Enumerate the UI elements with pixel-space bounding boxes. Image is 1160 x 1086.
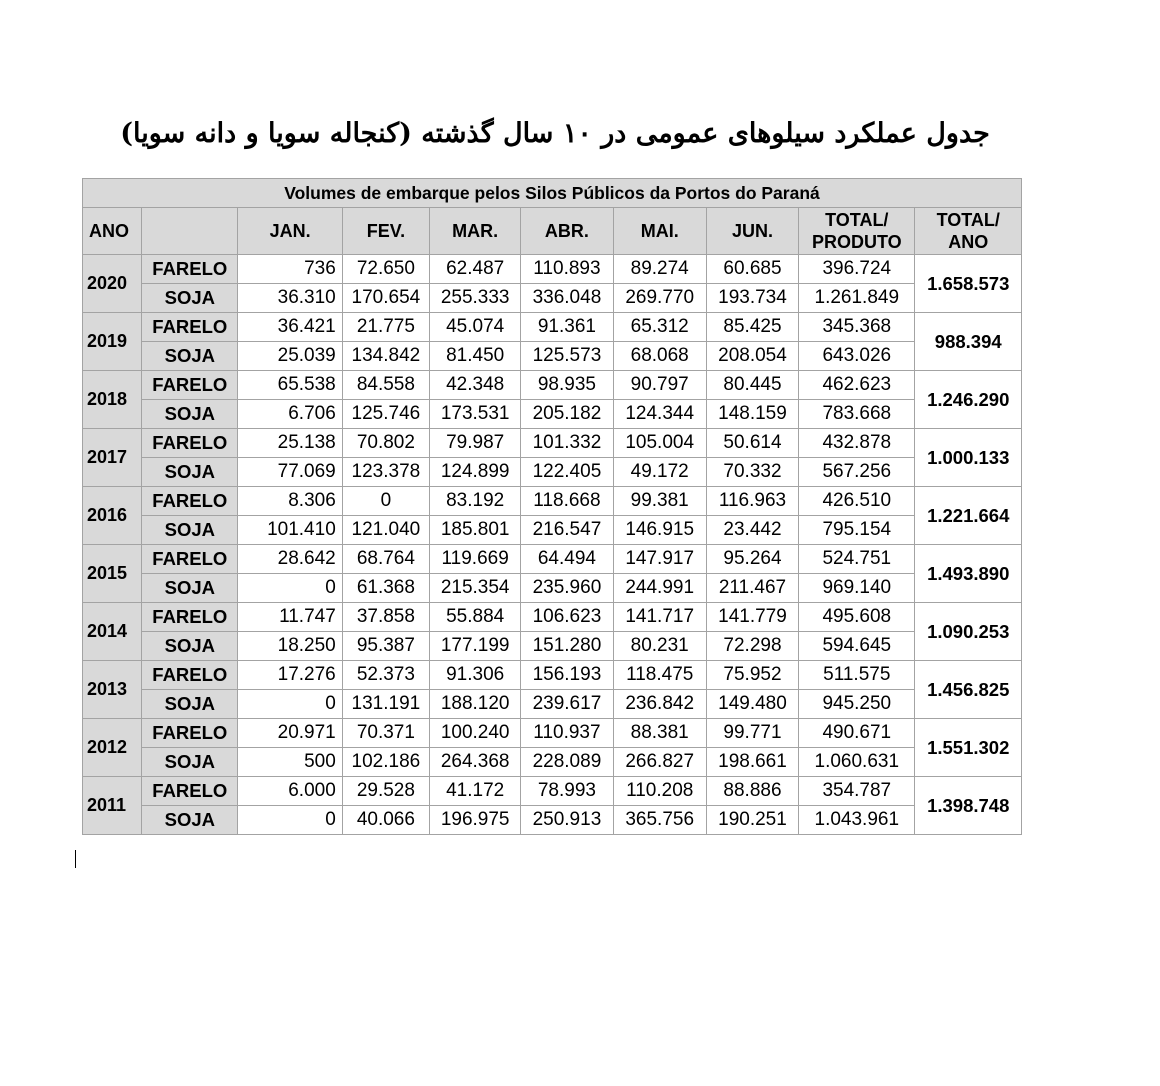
table-caption: Volumes de embarque pelos Silos Públicos da Portos do Paraná <box>83 179 1022 208</box>
year-cell: 2015 <box>83 545 142 603</box>
total-ano-cell: 1.246.290 <box>915 371 1022 429</box>
product-cell: SOJA <box>142 516 238 545</box>
month-value-cell: 236.842 <box>613 690 706 719</box>
month-value-cell: 266.827 <box>613 748 706 777</box>
table-row <box>83 777 1022 806</box>
year-cell: 2014 <box>83 603 142 661</box>
month-value-cell: 60.685 <box>706 255 798 284</box>
header-row <box>83 208 1022 255</box>
product-cell: SOJA <box>142 690 238 719</box>
month-value-cell: 101.410 <box>238 516 342 545</box>
month-value-cell: 64.494 <box>521 545 613 574</box>
month-value-cell: 188.120 <box>430 690 521 719</box>
table-row <box>83 487 1022 516</box>
month-value-cell: 239.617 <box>521 690 613 719</box>
total-produto-cell: 490.671 <box>799 719 915 748</box>
month-value-cell: 141.717 <box>613 603 706 632</box>
table-row <box>83 603 1022 632</box>
month-value-cell: 173.531 <box>430 400 521 429</box>
header-total-produto-line1: TOTAL/ <box>825 210 889 230</box>
month-value-cell: 156.193 <box>521 661 613 690</box>
product-cell: FARELO <box>142 371 238 400</box>
total-produto-cell: 396.724 <box>799 255 915 284</box>
month-value-cell: 105.004 <box>613 429 706 458</box>
month-value-cell: 99.381 <box>613 487 706 516</box>
product-cell: FARELO <box>142 313 238 342</box>
month-value-cell: 244.991 <box>613 574 706 603</box>
total-produto-cell: 643.026 <box>799 342 915 371</box>
month-value-cell: 124.899 <box>430 458 521 487</box>
month-value-cell: 6.706 <box>238 400 342 429</box>
table-row <box>83 516 1022 545</box>
total-produto-cell: 495.608 <box>799 603 915 632</box>
month-value-cell: 216.547 <box>521 516 613 545</box>
month-value-cell: 50.614 <box>706 429 798 458</box>
total-produto-cell: 432.878 <box>799 429 915 458</box>
year-cell: 2012 <box>83 719 142 777</box>
table-body <box>83 255 1022 835</box>
month-value-cell: 118.668 <box>521 487 613 516</box>
month-value-cell: 125.573 <box>521 342 613 371</box>
month-value-cell: 91.306 <box>430 661 521 690</box>
total-ano-cell: 1.221.664 <box>915 487 1022 545</box>
year-cell: 2017 <box>83 429 142 487</box>
month-value-cell: 80.231 <box>613 632 706 661</box>
product-cell: FARELO <box>142 429 238 458</box>
month-value-cell: 81.450 <box>430 342 521 371</box>
month-value-cell: 124.344 <box>613 400 706 429</box>
month-value-cell: 78.993 <box>521 777 613 806</box>
total-ano-cell: 1.000.133 <box>915 429 1022 487</box>
month-value-cell: 119.669 <box>430 545 521 574</box>
month-value-cell: 193.734 <box>706 284 798 313</box>
table-row <box>83 806 1022 835</box>
product-cell: SOJA <box>142 400 238 429</box>
product-cell: FARELO <box>142 487 238 516</box>
table-row <box>83 719 1022 748</box>
year-cell: 2013 <box>83 661 142 719</box>
header-jun: JUN. <box>706 208 798 255</box>
month-value-cell: 84.558 <box>342 371 429 400</box>
header-abr: ABR. <box>521 208 613 255</box>
month-value-cell: 215.354 <box>430 574 521 603</box>
year-cell: 2020 <box>83 255 142 313</box>
month-value-cell: 170.654 <box>342 284 429 313</box>
month-value-cell: 49.172 <box>613 458 706 487</box>
month-value-cell: 85.425 <box>706 313 798 342</box>
month-value-cell: 45.074 <box>430 313 521 342</box>
total-produto-cell: 511.575 <box>799 661 915 690</box>
month-value-cell: 8.306 <box>238 487 342 516</box>
header-total-produto <box>799 208 915 255</box>
month-value-cell: 177.199 <box>430 632 521 661</box>
month-value-cell: 205.182 <box>521 400 613 429</box>
header-total-ano-line1: TOTAL/ <box>936 210 1000 230</box>
month-value-cell: 185.801 <box>430 516 521 545</box>
month-value-cell: 118.475 <box>613 661 706 690</box>
table-row <box>83 661 1022 690</box>
month-value-cell: 116.963 <box>706 487 798 516</box>
month-value-cell: 95.387 <box>342 632 429 661</box>
month-value-cell: 65.312 <box>613 313 706 342</box>
month-value-cell: 0 <box>238 690 342 719</box>
total-produto-cell: 783.668 <box>799 400 915 429</box>
product-cell: FARELO <box>142 603 238 632</box>
total-ano-cell: 1.090.253 <box>915 603 1022 661</box>
month-value-cell: 6.000 <box>238 777 342 806</box>
total-produto-cell: 462.623 <box>799 371 915 400</box>
total-ano-cell: 1.398.748 <box>915 777 1022 835</box>
month-value-cell: 77.069 <box>238 458 342 487</box>
header-ano: ANO <box>83 208 142 255</box>
total-produto-cell: 524.751 <box>799 545 915 574</box>
product-cell: SOJA <box>142 458 238 487</box>
month-value-cell: 141.779 <box>706 603 798 632</box>
month-value-cell: 36.421 <box>238 313 342 342</box>
month-value-cell: 40.066 <box>342 806 429 835</box>
month-value-cell: 20.971 <box>238 719 342 748</box>
month-value-cell: 123.378 <box>342 458 429 487</box>
month-value-cell: 28.642 <box>238 545 342 574</box>
month-value-cell: 125.746 <box>342 400 429 429</box>
product-cell: FARELO <box>142 545 238 574</box>
header-total-produto-line2: PRODUTO <box>811 232 902 252</box>
total-ano-cell: 1.493.890 <box>915 545 1022 603</box>
month-value-cell: 198.661 <box>706 748 798 777</box>
month-value-cell: 121.040 <box>342 516 429 545</box>
total-produto-cell: 567.256 <box>799 458 915 487</box>
table-row <box>83 371 1022 400</box>
month-value-cell: 61.368 <box>342 574 429 603</box>
month-value-cell: 228.089 <box>521 748 613 777</box>
month-value-cell: 0 <box>238 806 342 835</box>
month-value-cell: 65.538 <box>238 371 342 400</box>
month-value-cell: 149.480 <box>706 690 798 719</box>
year-cell: 2011 <box>83 777 142 835</box>
table-row <box>83 458 1022 487</box>
month-value-cell: 110.893 <box>521 255 613 284</box>
total-produto-cell: 1.261.849 <box>799 284 915 313</box>
total-ano-cell: 988.394 <box>915 313 1022 371</box>
month-value-cell: 91.361 <box>521 313 613 342</box>
table-row <box>83 632 1022 661</box>
total-produto-cell: 1.060.631 <box>799 748 915 777</box>
total-ano-cell: 1.658.573 <box>915 255 1022 313</box>
month-value-cell: 23.442 <box>706 516 798 545</box>
product-cell: FARELO <box>142 777 238 806</box>
month-value-cell: 89.274 <box>613 255 706 284</box>
month-value-cell: 131.191 <box>342 690 429 719</box>
month-value-cell: 88.886 <box>706 777 798 806</box>
table-row <box>83 400 1022 429</box>
month-value-cell: 75.952 <box>706 661 798 690</box>
year-cell: 2018 <box>83 371 142 429</box>
header-product <box>142 208 238 255</box>
month-value-cell: 235.960 <box>521 574 613 603</box>
month-value-cell: 146.915 <box>613 516 706 545</box>
month-value-cell: 11.747 <box>238 603 342 632</box>
month-value-cell: 25.039 <box>238 342 342 371</box>
table-row <box>83 255 1022 284</box>
header-fev: FEV. <box>342 208 429 255</box>
header-jan: JAN. <box>238 208 342 255</box>
month-value-cell: 255.333 <box>430 284 521 313</box>
table-row <box>83 284 1022 313</box>
month-value-cell: 42.348 <box>430 371 521 400</box>
product-cell: SOJA <box>142 632 238 661</box>
month-value-cell: 70.371 <box>342 719 429 748</box>
product-cell: SOJA <box>142 748 238 777</box>
total-produto-cell: 1.043.961 <box>799 806 915 835</box>
month-value-cell: 264.368 <box>430 748 521 777</box>
table-row <box>83 342 1022 371</box>
total-produto-cell: 945.250 <box>799 690 915 719</box>
product-cell: FARELO <box>142 719 238 748</box>
month-value-cell: 147.917 <box>613 545 706 574</box>
text-cursor <box>75 850 76 868</box>
total-produto-cell: 969.140 <box>799 574 915 603</box>
month-value-cell: 196.975 <box>430 806 521 835</box>
total-ano-cell: 1.456.825 <box>915 661 1022 719</box>
table-row <box>83 748 1022 777</box>
total-produto-cell: 594.645 <box>799 632 915 661</box>
table-row <box>83 574 1022 603</box>
header-total-ano <box>915 208 1022 255</box>
month-value-cell: 100.240 <box>430 719 521 748</box>
month-value-cell: 110.937 <box>521 719 613 748</box>
total-ano-cell: 1.551.302 <box>915 719 1022 777</box>
month-value-cell: 736 <box>238 255 342 284</box>
month-value-cell: 83.192 <box>430 487 521 516</box>
month-value-cell: 122.405 <box>521 458 613 487</box>
month-value-cell: 500 <box>238 748 342 777</box>
month-value-cell: 208.054 <box>706 342 798 371</box>
year-cell: 2019 <box>83 313 142 371</box>
month-value-cell: 88.381 <box>613 719 706 748</box>
table-row <box>83 545 1022 574</box>
month-value-cell: 52.373 <box>342 661 429 690</box>
header-mai: MAI. <box>613 208 706 255</box>
month-value-cell: 17.276 <box>238 661 342 690</box>
month-value-cell: 101.332 <box>521 429 613 458</box>
month-value-cell: 18.250 <box>238 632 342 661</box>
total-produto-cell: 354.787 <box>799 777 915 806</box>
month-value-cell: 336.048 <box>521 284 613 313</box>
month-value-cell: 250.913 <box>521 806 613 835</box>
month-value-cell: 99.771 <box>706 719 798 748</box>
month-value-cell: 151.280 <box>521 632 613 661</box>
table-row <box>83 429 1022 458</box>
month-value-cell: 90.797 <box>613 371 706 400</box>
total-produto-cell: 795.154 <box>799 516 915 545</box>
month-value-cell: 98.935 <box>521 371 613 400</box>
product-cell: FARELO <box>142 255 238 284</box>
month-value-cell: 62.487 <box>430 255 521 284</box>
month-value-cell: 365.756 <box>613 806 706 835</box>
month-value-cell: 29.528 <box>342 777 429 806</box>
month-value-cell: 95.264 <box>706 545 798 574</box>
month-value-cell: 70.332 <box>706 458 798 487</box>
month-value-cell: 0 <box>342 487 429 516</box>
product-cell: SOJA <box>142 574 238 603</box>
month-value-cell: 25.138 <box>238 429 342 458</box>
month-value-cell: 134.842 <box>342 342 429 371</box>
month-value-cell: 68.068 <box>613 342 706 371</box>
month-value-cell: 102.186 <box>342 748 429 777</box>
month-value-cell: 211.467 <box>706 574 798 603</box>
month-value-cell: 72.650 <box>342 255 429 284</box>
table-row <box>83 313 1022 342</box>
month-value-cell: 70.802 <box>342 429 429 458</box>
month-value-cell: 110.208 <box>613 777 706 806</box>
product-cell: SOJA <box>142 806 238 835</box>
month-value-cell: 72.298 <box>706 632 798 661</box>
month-value-cell: 80.445 <box>706 371 798 400</box>
product-cell: SOJA <box>142 284 238 313</box>
total-produto-cell: 426.510 <box>799 487 915 516</box>
product-cell: SOJA <box>142 342 238 371</box>
month-value-cell: 21.775 <box>342 313 429 342</box>
month-value-cell: 36.310 <box>238 284 342 313</box>
month-value-cell: 190.251 <box>706 806 798 835</box>
month-value-cell: 41.172 <box>430 777 521 806</box>
month-value-cell: 68.764 <box>342 545 429 574</box>
month-value-cell: 79.987 <box>430 429 521 458</box>
page-title: جدول عملکرد سیلوهای عمومی در ۱۰ سال گذشته (کنجاله سویا و دانه سویا) <box>120 118 990 149</box>
month-value-cell: 37.858 <box>342 603 429 632</box>
total-produto-cell: 345.368 <box>799 313 915 342</box>
silos-shipment-table <box>82 178 1022 835</box>
month-value-cell: 0 <box>238 574 342 603</box>
header-mar: MAR. <box>430 208 521 255</box>
table-row <box>83 690 1022 719</box>
month-value-cell: 106.623 <box>521 603 613 632</box>
product-cell: FARELO <box>142 661 238 690</box>
month-value-cell: 148.159 <box>706 400 798 429</box>
month-value-cell: 55.884 <box>430 603 521 632</box>
month-value-cell: 269.770 <box>613 284 706 313</box>
header-total-ano-line2: ANO <box>948 232 989 252</box>
year-cell: 2016 <box>83 487 142 545</box>
